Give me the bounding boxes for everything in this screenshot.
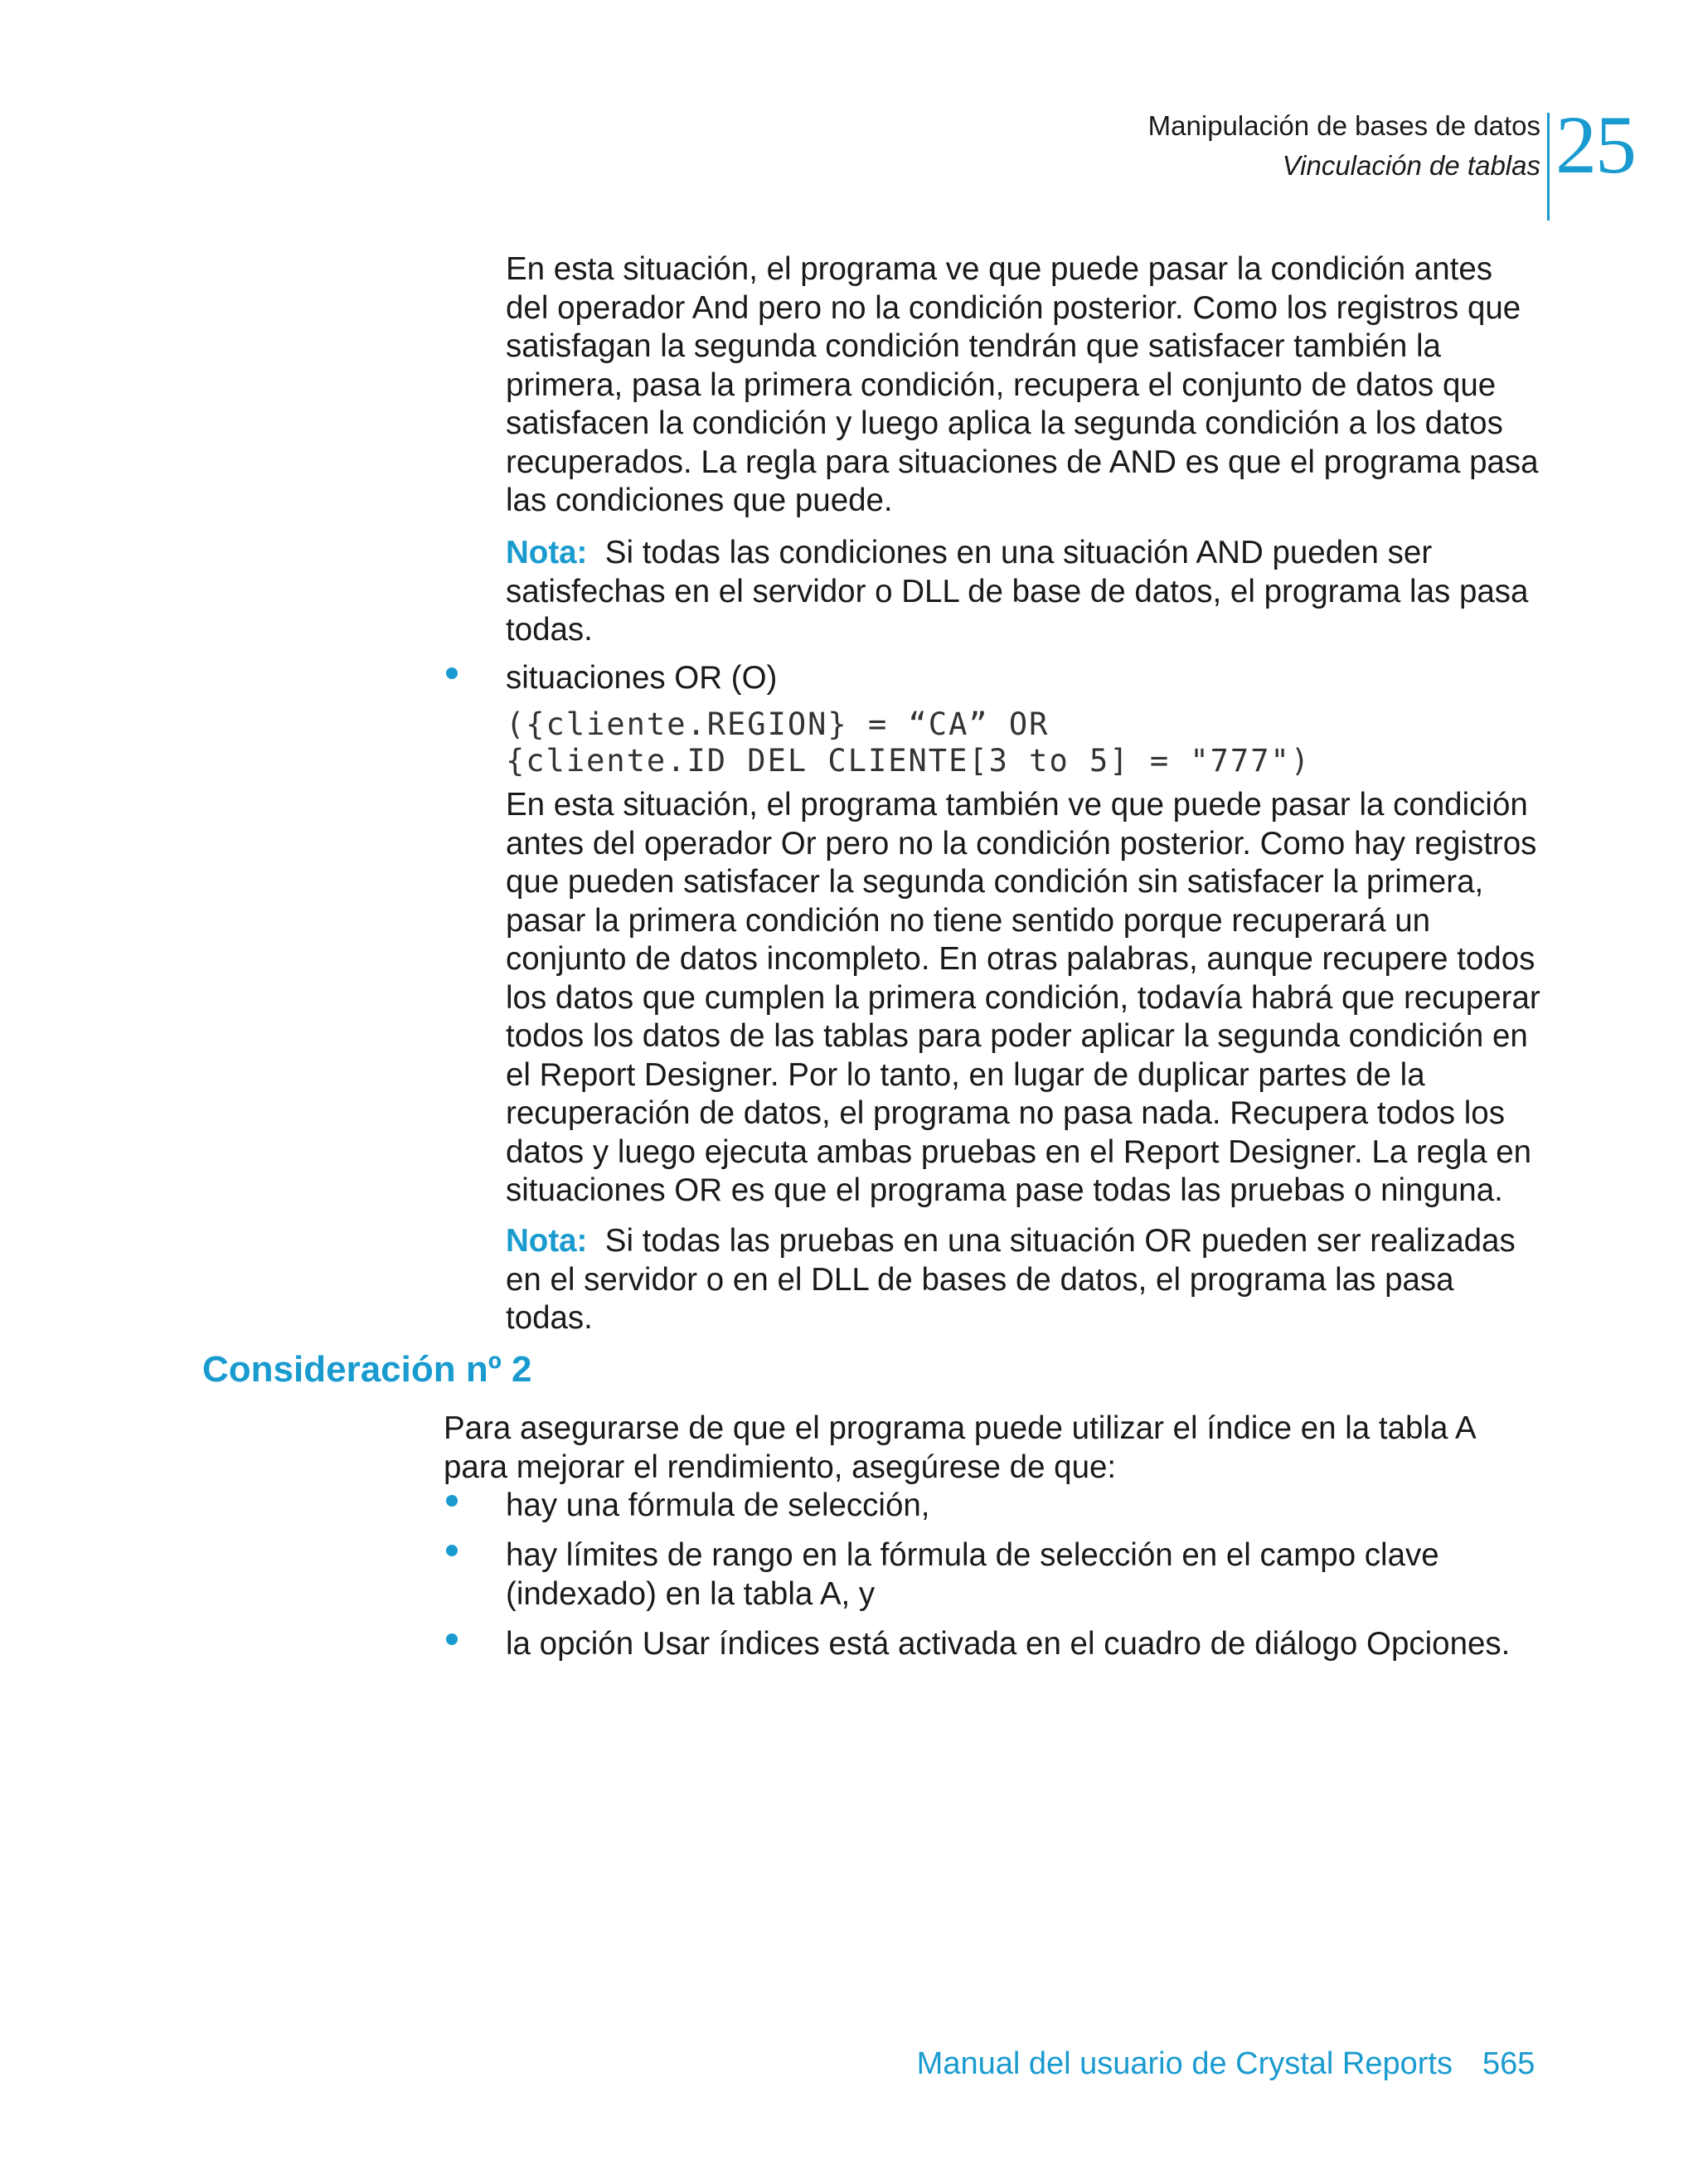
bullet-icon	[446, 1545, 458, 1556]
running-header-title: Manipulación de bases de datos	[1147, 110, 1540, 141]
header-divider	[1547, 113, 1550, 221]
section-intro-paragraph: Para asegurarse de que el programa puede utilizar el índice en la tabla A para mejorar el rendimiento, asegúrese de que:	[444, 1410, 1475, 1485]
note-or	[506, 1222, 1542, 1338]
note-text: Si todas las condiciones en una situación AND pueden ser satisfechas en el servidor o DLL de base de datos, el programa las pasa todas.	[506, 535, 1529, 648]
code-line-2: {cliente.ID DEL CLIENTE[3 to 5] = "777")	[506, 743, 1312, 779]
page-number: 565	[1482, 2046, 1535, 2081]
footer-book-title: Manual del usuario de Crystal Reports	[916, 2046, 1453, 2081]
list-item: hay límites de rango en la fórmula de selección en el campo clave (indexado) en la tabla A, y	[506, 1537, 1439, 1612]
note-and	[506, 534, 1542, 650]
bullet-icon	[446, 667, 458, 679]
note-text: Si todas las pruebas en una situación OR pueden ser realizadas en el servidor o en el DLL de bases de datos, el programa las pasa todas.	[506, 1223, 1516, 1336]
running-header-subtitle: Vinculación de tablas	[1282, 150, 1540, 181]
list-item: la opción Usar índices está activada en el cuadro de diálogo Opciones.	[506, 1626, 1511, 1662]
note-label: Nota:	[506, 535, 588, 570]
note-label: Nota:	[506, 1223, 588, 1259]
or-situation-bullet: situaciones OR (O)	[506, 660, 778, 696]
chapter-number: 25	[1555, 99, 1635, 191]
or-situation-paragraph: En esta situación, el programa también ve que puede pasar la condición antes del operador Or pero no la condición posterior. Como hay registros que pueden satisfacer la segunda condición sin satisfacer la primera, pasar la primera condición no tiene sentido porque recuperará un conjunto de datos incompleto. En otras palabras, aunque recupere todos los datos que cumplen la primera condición, todavía habrá que recuperar todos los datos de las tablas para poder aplicar la segunda condición en el Report Designer. Por lo tanto, en lugar de duplicar partes de la recuperación de datos, el programa no pasa nada. Recupera todos los datos y luego ejecuta ambas pruebas en el Report Designer. La regla en situaciones OR es que el programa pase todas las pruebas o ninguna.	[506, 787, 1540, 1208]
and-situation-paragraph: En esta situación, el programa ve que puede pasar la condición antes del operador And pero no la condición posterior. Como los registros que satisfagan la segunda condición tendrán que satisfacer también la primera, pasa la primera condición, recupera el conjunto de datos que satisfacen la condición y luego aplica la segunda condición a los datos recuperados. La regla para situaciones de AND es que el programa pasa las condiciones que puede.	[506, 251, 1539, 518]
code-line-1: ({cliente.REGION} = “CA” OR	[506, 706, 1050, 742]
bullet-icon	[446, 1495, 458, 1507]
list-item: hay una fórmula de selección,	[506, 1488, 930, 1523]
section-heading: Consideración nº 2	[202, 1349, 532, 1390]
bullet-icon	[446, 1633, 458, 1645]
